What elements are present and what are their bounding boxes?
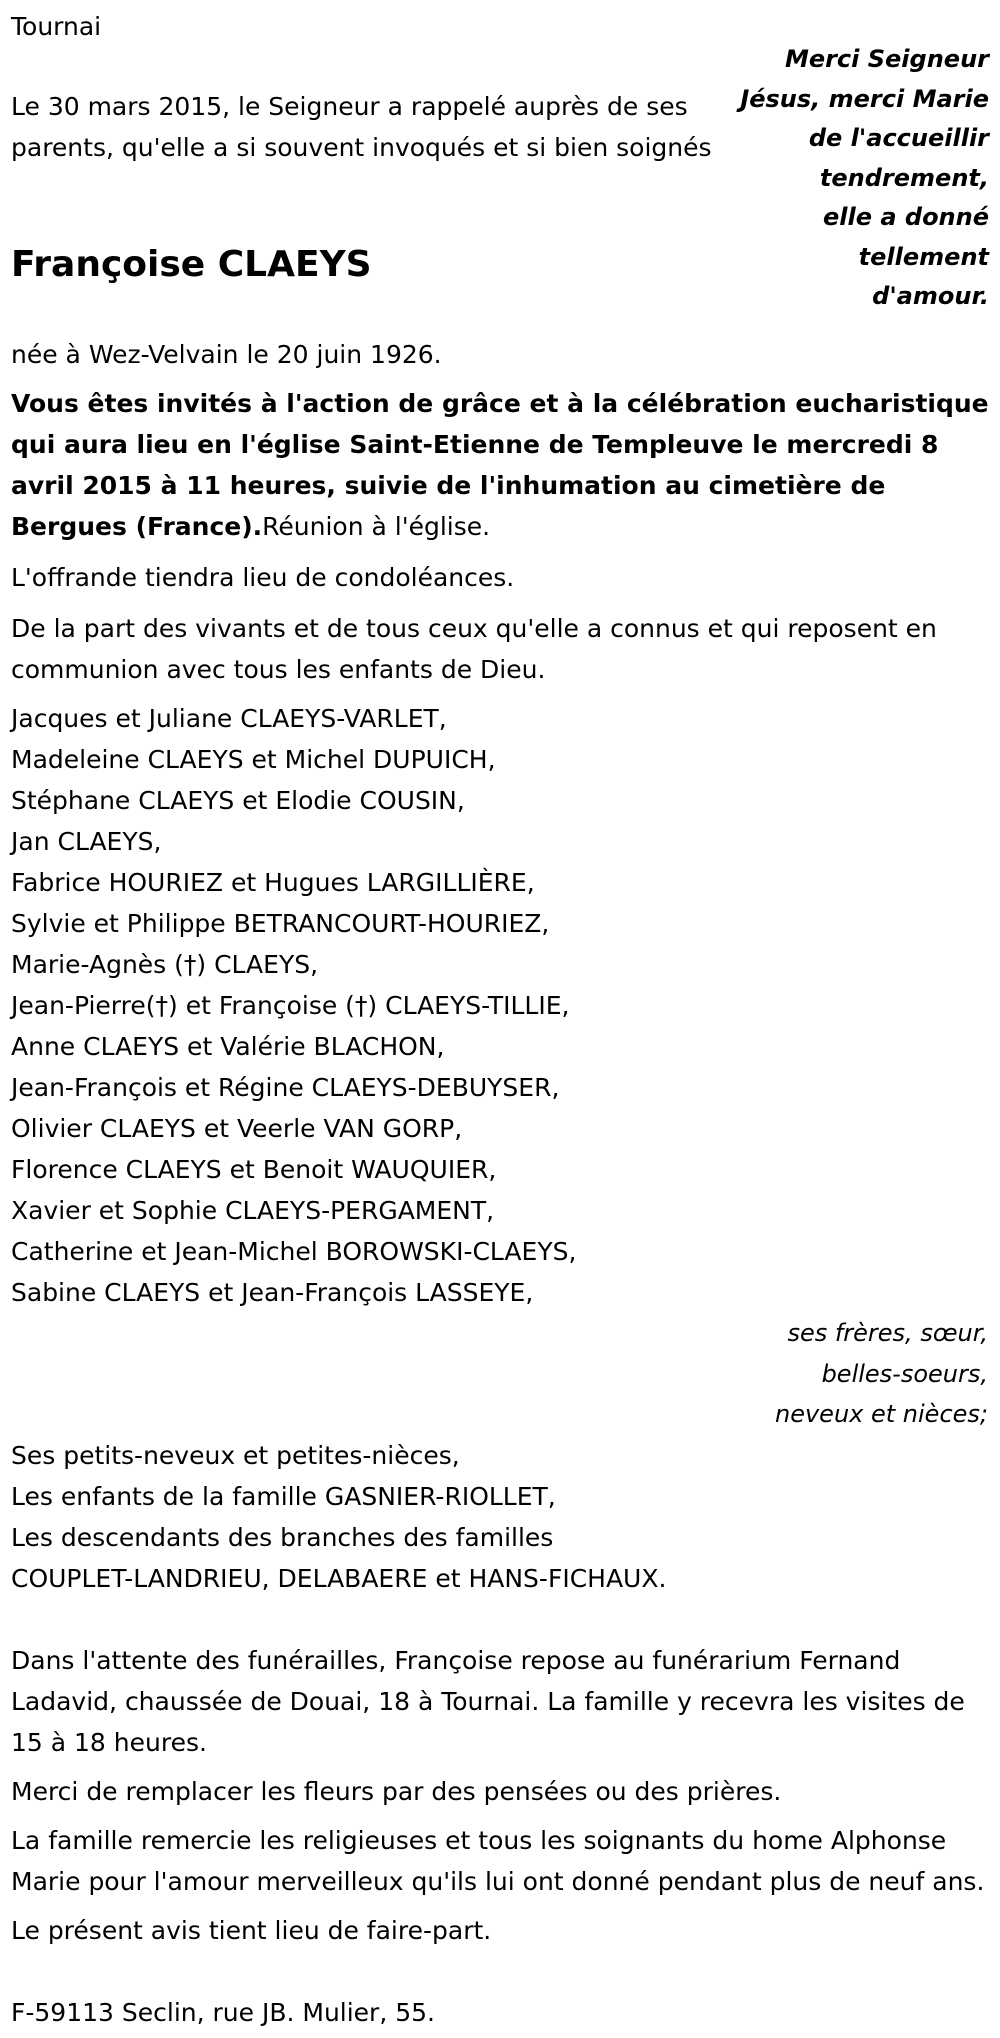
family-list — [11, 698, 999, 1313]
family-entry: Stéphane CLAEYS et Elodie COUSIN, — [11, 786, 465, 815]
flowers-line: Merci de remplacer les fleurs par des pensées ou des prières. — [11, 1776, 782, 1806]
family-entry: Sabine CLAEYS et Jean-François LASSEYE, — [11, 1278, 534, 1307]
city-line: Tournai — [11, 12, 102, 41]
family-entry: Marie-Agnès (†) CLAEYS, — [11, 950, 319, 979]
family-entry: Catherine et Jean-Michel BOROWSKI-CLAEYS, — [11, 1237, 577, 1266]
family-entry: Florence CLAEYS et Benoit WAUQUIER, — [11, 1155, 497, 1184]
family-entry: Jean-François et Régine CLAEYS-DEBUYSER, — [11, 1073, 560, 1102]
quote-block — [729, 40, 989, 317]
notice-body — [11, 334, 999, 2033]
quote-line: tellement — [858, 242, 989, 271]
notice-line: Le présent avis tient lieu de faire-part. — [11, 1915, 492, 1945]
quote-line: elle a donné — [822, 203, 989, 231]
family-entry: Jean-Pierre(†) et Françoise (†) CLAEYS-TILLIE, — [11, 991, 570, 1020]
quote-line: Merci Seigneur — [784, 45, 989, 73]
quote-line: de l'accueillir — [808, 124, 989, 152]
spacer — [11, 1599, 999, 1640]
funeral-home-paragraph: Dans l'attente des funérailles, Françoise repose au funérarium Fernand Ladavid, chaussée de Douai, 18 à Tournai. La famille y recevra les visites de 15 à 18 heures. — [11, 1645, 965, 1757]
deceased-name: Françoise CLAEYS — [11, 244, 372, 285]
quote-line: Jésus, merci Marie — [740, 84, 989, 113]
ceremony-paragraph — [11, 383, 999, 547]
birth-line: née à Wez-Velvain le 20 juin 1926. — [11, 340, 442, 369]
family-entry: Sylvie et Philippe BETRANCOURT-HOURIEZ, — [11, 909, 550, 938]
relationship-line: ses frères, sœur, — [787, 1319, 988, 1347]
family-entry: Jan CLAEYS, — [11, 827, 162, 856]
family-entry: Xavier et Sophie CLAEYS-PERGAMENT, — [11, 1196, 495, 1225]
family-entry: Jacques et Juliane CLAEYS-VARLET, — [11, 704, 447, 733]
ceremony-bold-text: Vous êtes invités à l'action de grâce et à la célébration eucharistique qui aura lieu en l'église Saint-Etienne de Templeuve le mercredi 8 avril 2015 à 11 heures, suivie de l'inhumation au cimetière de Bergues (France). — [11, 389, 989, 541]
family-entry: Anne CLAEYS et Valérie BLACHON, — [11, 1032, 445, 1061]
relationship-line: neveux et nièces; — [775, 1400, 988, 1428]
family-entry: Fabrice HOURIEZ et Hugues LARGILLIÈRE, — [11, 868, 535, 897]
offering-line: L'offrande tiendra lieu de condoléances. — [11, 563, 515, 592]
extended-family-entry: Ses petits-neveux et petites-nièces, — [11, 1440, 460, 1470]
extended-family-entry: Les enfants de la famille GASNIER-RIOLLET, — [11, 1481, 556, 1511]
extended-family-entry: COUPLET-LANDRIEU, DELABAERE et HANS-FICHAUX. — [11, 1563, 667, 1593]
thanks-paragraph: La famille remercie les religieuses et tous les soignants du home Alphonse Marie pour l'amour merveilleux qu'ils lui ont donné pendant plus de neuf ans. — [11, 1825, 985, 1896]
intro-text: Le 30 mars 2015, le Seigneur a rappelé auprès de ses parents, qu'elle a si souvent invoqués et si bien soignés — [11, 92, 712, 162]
ceremony-regular-text: Réunion à l'église. — [262, 512, 491, 541]
family-entry: Olivier CLAEYS et Veerle VAN GORP, — [11, 1114, 463, 1143]
extended-family-list — [11, 1435, 999, 1599]
extended-family-entry: Les descendants des branches des familles — [11, 1522, 554, 1552]
family-entry: Madeleine CLAEYS et Michel DUPUICH, — [11, 745, 496, 774]
relationship-block — [11, 1313, 988, 1435]
address-line: F-59113 Seclin, rue JB. Mulier, 55. — [11, 1997, 435, 2027]
quote-line: d'amour. — [872, 282, 989, 310]
spacer — [11, 1951, 999, 1992]
relationship-line: belles-soeurs, — [821, 1359, 988, 1388]
from-paragraph: De la part des vivants et de tous ceux qu'elle a connus et qui reposent en communion avec tous les enfants de Dieu. — [11, 614, 937, 684]
quote-line: tendrement, — [819, 163, 989, 192]
